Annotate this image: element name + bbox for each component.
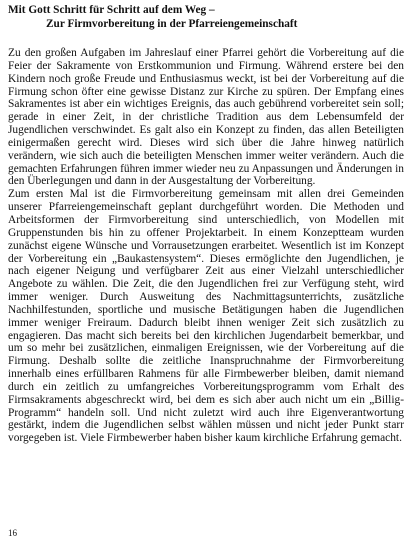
page-number: 16 (8, 528, 17, 538)
article (8, 3, 404, 445)
paragraph-2: Zum ersten Mal ist die Firmvorbereitung gemeinsam mit allen drei Gemeinden unserer Pfarreiengemeinschaft geplant durchgeführt worden. Die Methoden und Arbeitsformen der Firmvorbereitung sind unterschiedlich, von Modellen mit Gruppenstunden bis hin zu offener Projektarbeit. In einem Konzeptteam wurden zunächst eigene Wünsche und Vorrausetzungen erarbeitet. Wesentlich ist im Konzept der Vorbereitung ein „Baukastensystem“. Dieses ermöglichte den Jugendlichen, je nach eigener Neigung und verfügbarer Zeit aus einer Vielzahl unterschiedlicher Angebote zu wählen. Die Zeit, die den Jugendlichen frei zur Verfügung steht, wird immer weniger. Durch Ausweitung des Nachmittagsunterrichts, zusätzliche Nachhilfestunden, sportliche und musische Betätigungen haben die Jugendlichen immer weniger Freiraum. Dadurch bleibt ihnen weniger Zeit sich zusätzlich zu engagieren. Das macht sich bereits bei den kirchlichen Jugendarbeit bemerkbar, und um so mehr bei zusätzlichen, einmaligen Ereignissen, wie der Vorbereitung auf die Firmung. Deshalb sollte die zeitliche Inanspruchnahme der Firmvorbereitung innerhalb eines erfüllbaren Rahmens für alle Firmbewerber bleiben, damit niemand durch ein zeitlich zu umfangreiches Vorbereitungsprogramm vom Erhalt des Firmsakraments abgeschreckt wird, bei dem es sich aber auch nicht um ein „Billig-Programm“ handeln soll. Und nicht zuletzt wird auch ihre Eigenverantwortung gestärkt, indem die Jugendlichen selbst wählen müssen und nicht jeder Punkt starr vorgegeben ist. Viele Firmbewerber haben bisher kaum kirchliche Erfahrung gemacht. (8, 188, 404, 445)
article-title (8, 3, 404, 31)
article-title-line-1: Mit Gott Schritt für Schritt auf dem Weg – (8, 4, 215, 16)
article-body (8, 47, 404, 445)
article-title-line-2: Zur Firmvorbereitung in der Pfarreiengemeinschaft (46, 18, 298, 30)
paragraph-1: Zu den großen Aufgaben im Jahreslauf einer Pfarrei gehört die Vorbereitung auf die Feier der Sakramente von Erstkommunion und Firmung. Während erstere bei den Kindern noch große Freude und Enthusiasmus weckt, ist bei der Vorbereitung auf die Firmung schon öfter eine gewisse Distanz zur Kirche zu spüren. Der Empfang eines Sakramentes ist aber ein wichtiges Ereignis, das auch gebührend vorbereitet sein soll; gerade in einer Zeit, in der christliche Tradition aus dem Lebensumfeld der Jugendlichen verschwindet. Es galt also ein Konzept zu finden, das allen Beteiligten einigermaßen gerecht wird. Dieses wird sich über die Jahre hinweg natürlich verändern, wie sich auch die beteiligten Menschen immer weiter verändern. Auch die gemachten Erfahrungen führen immer wieder neu zu Anpassungen und Änderungen in den Überlegungen und dann in der Ausgestaltung der Vorbereitung. (8, 47, 404, 188)
